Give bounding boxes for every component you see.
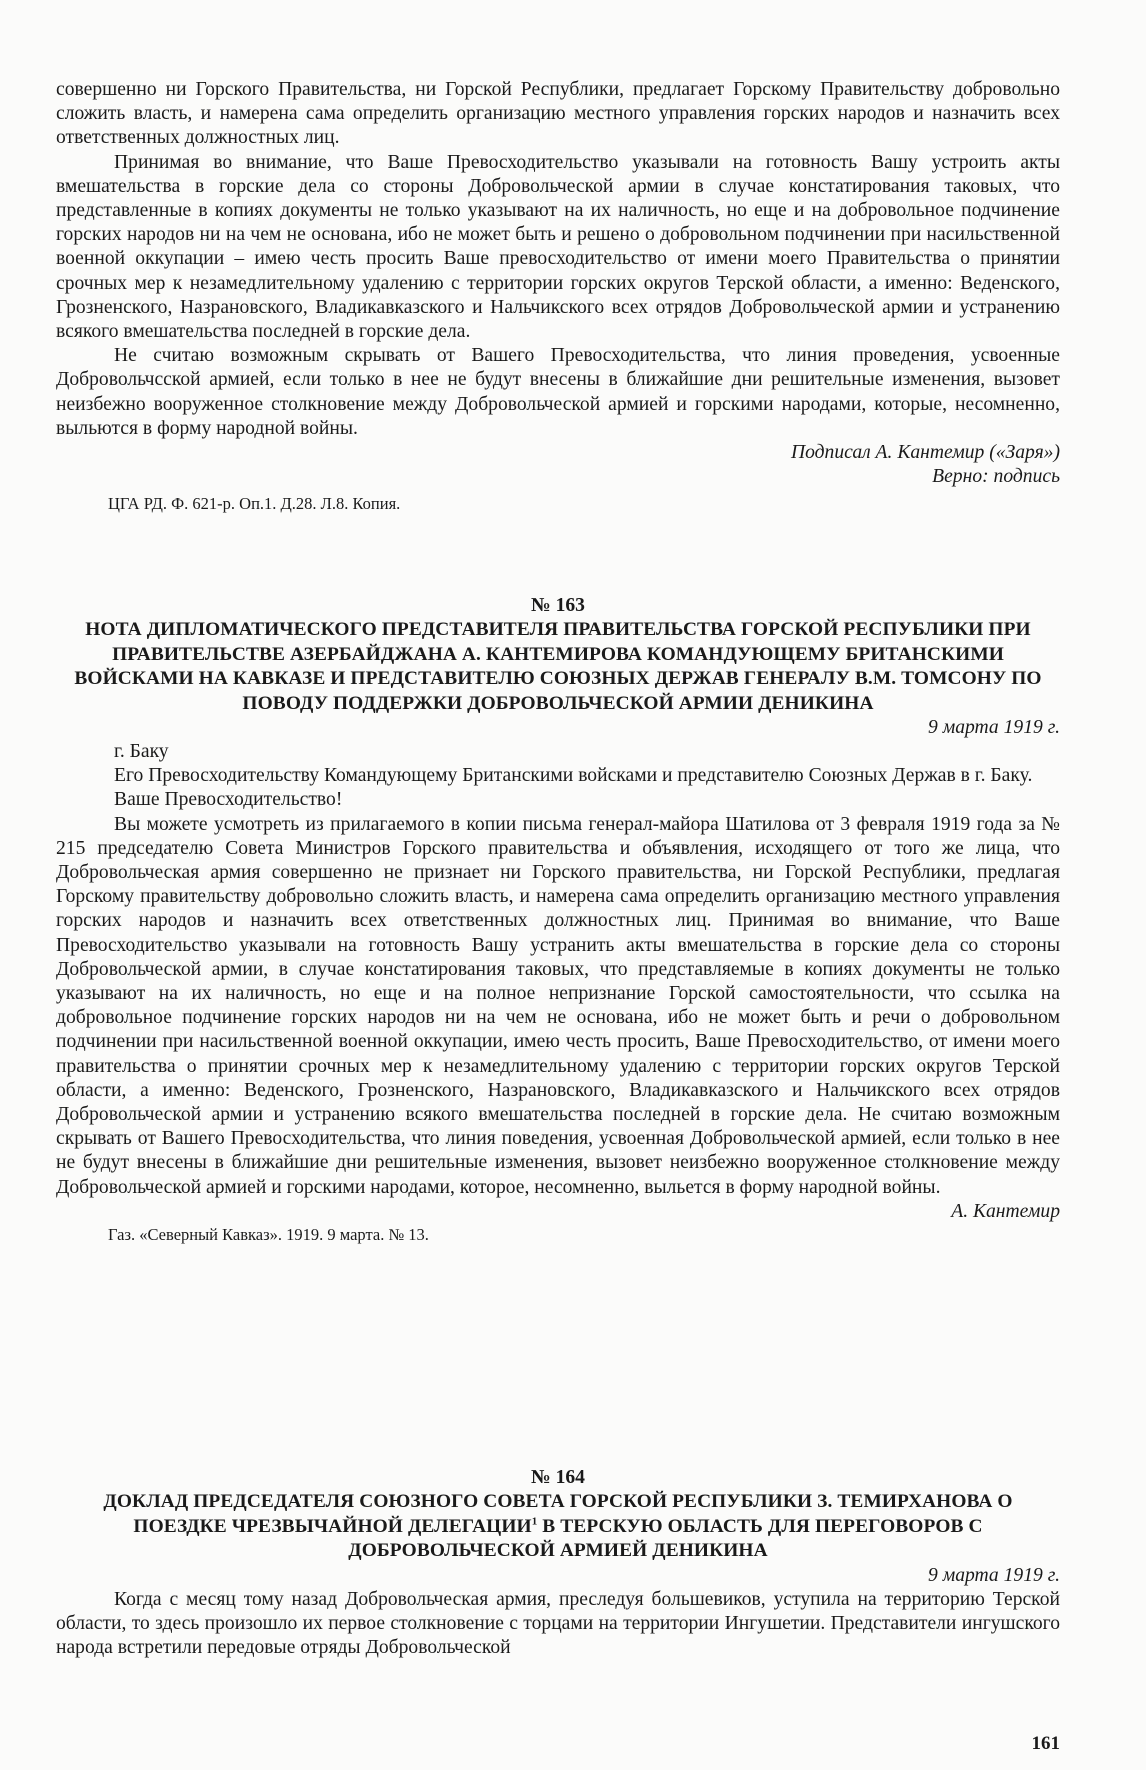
document-title: НОТА ДИПЛОМАТИЧЕСКОГО ПРЕДСТАВИТЕЛЯ ПРАВИТЕЛЬСТВА ГОРСКОЙ РЕСПУБЛИКИ ПРИ ПРАВИТЕЛЬСТВЕ АЗЕРБАЙДЖАНА А. КАНТЕМИРОВА КОМАНДУЮЩЕМУ БРИТАНСКИМИ ВОЙСКАМИ НА КАВКАЗЕ И ПРЕДСТАВИТЕЛЮ СОЮЗНЫХ ДЕРЖАВ ГЕНЕРАЛУ В.М. ТОМСОНУ ПО ПОВОДУ ПОДДЕРЖКИ ДОБРОВОЛЬЧЕСКОЙ АРМИИ ДЕНИКИНА [74, 619, 1042, 714]
document-addressee: Его Превосходительству Командующему Британскими войсками и представителю Союзных Держав в г. Баку. [114, 765, 1033, 787]
continuation-paragraph-1: совершенно ни Горского Правительства, ни Горской Республики, предлагает Горскому Правительству добровольно сложить власть, и намерена сама определить организацию местного управления горских народов и назначить всех ответственных должностных лиц. [56, 79, 1060, 149]
signed-line: Подписал А. Кантемир («Заря») [790, 442, 1060, 464]
document-date: 9 марта 1919 г. [928, 717, 1060, 738]
document-body: Вы можете усмотреть из прилагаемого в копии письма генерал-майора Шатилова от 3 февраля 1919 года за № 215 председателю Совета Министров Горского правительства и объявления, исходящего от того же лица, что Добровольческая армия совершенно не признает ни Горского правительства, ни Горской Республики, предлагая Горскому правительству добровольно сложить власть, и намерена сама определить организацию местного управления горских народов и назначить всех ответственных должностных лиц. Принимая во внимание, что Ваше Превосходительство указывали на готовность Вашу устранить акты вмешательства в горские дела со стороны Добровольческой армии, в случае констатирования таковых, что представляемые в копиях документы не только указывают на их наличность, но еще и на полное непризнание Горской самостоятельности, что ссылка на добровольное подчинение горских народов ни на чем не основана, ибо не может быть и речи о добровольном подчинении при насильственной военной оккупации, имею честь просить, Ваше Превосходительство, от имени моего правительства о принятии срочных мер к незамедлительному удалению с территории горских округов Терской области, а именно: Веденского, Грозненского, Назрановского, Владикавказского и Нальчикского всех отрядов Добровольческой армии и устранению всякого вмешательства последней в горские дела. Не считаю возможным скрывать от Вашего Превосходительства, что линия поведения, усвоенная Добровольческой армией, если только в нее не будут внесены в ближайшие дни решительные изменения, вызовет неизбежно вооруженное столкновение между Добровольческой армией и горскими народами, которое, несомненно, выльется в форму народной войны. [56, 813, 1060, 1198]
newspaper-source: Газ. «Северный Кавказ». 1919. 9 марта. № 13. [108, 1225, 429, 1245]
continuation-paragraph-3: Не считаю возможным скрывать от Вашего Превосходительства, что линия проведения, усвоенные Добровольчсской армией, если только в нее не будут внесены в ближайшие дни решительные изменения, вызовет неизбежно вооруженное столкновение между Добровольческой армией и горскими народами, которые, несомненно, выльются в форму народной войны. [56, 345, 1060, 439]
page-number: 161 [1031, 1733, 1060, 1754]
document-signature: А. Кантемир [951, 1200, 1060, 1222]
document-number: № 163 [531, 595, 585, 616]
document-date: 9 марта 1919 г. [928, 1564, 1060, 1586]
title-after-footnote: В ТЕРСКУЮ ОБЛАСТЬ ДЛЯ ПЕРЕГОВОРОВ С ДОБРОВОЛЬЧЕСКОЙ АРМИЕЙ ДЕНИКИНА [348, 1515, 983, 1561]
document-163 [56, 594, 1060, 1246]
verified-line: Верно: подпись [932, 466, 1060, 488]
title-before-footnote: ДОКЛАД ПРЕДСЕДАТЕЛЯ СОЮЗНОГО СОВЕТА ГОРСКОЙ РЕСПУБЛИКИ З. ТЕМИРХАНОВА О ПОЕЗДКЕ ЧРЕЗВЫЧАЙНОЙ ДЕЛЕГАЦИИ [103, 1491, 1013, 1537]
document-salutation: Ваше Превосходительство! [114, 789, 343, 811]
continuation-paragraph-2: Принимая во внимание, что Ваше Превосходительство указывали на готовность Вашу устроить акты вмешательства в горские дела со стороны Добровольческой армии в случае констатирования таковых, что представленные в копиях документы не только указывают на их наличность, но еще и на добровольное подчинение горских народов ни на чем не основана, ибо не может быть и решено о добровольном подчинении при насильственной военной оккупации – имею честь просить Ваше превосходительство от имени моего Правительства о принятии срочных мер к незамедлительному удалению с территории горских округов Терской области, а именно: Веденского, Грозненского, Назрановского, Владикавказского и Нальчикского всех отрядов Добровольческой армии и устранению всякого вмешательства последней в горские дела. [56, 151, 1060, 343]
footnote-mark: 1 [531, 1515, 538, 1528]
document-place: г. Баку [114, 741, 169, 762]
continuation-section [56, 78, 1060, 515]
archive-source: ЦГА РД. Ф. 621-р. Оп.1. Д.28. Л.8. Копия. [108, 494, 401, 514]
document-title [56, 1490, 1060, 1564]
document-number: № 164 [531, 1467, 585, 1488]
document-body: Когда с месяц тому назад Добровольческая армия, преследуя большевиков, уступила на территорию Терской области, то здесь произошло их первое столкновение с торцами на территории Ингушетии. Представители ингушского народа встретили передовые отряды Добровольческой [56, 1588, 1060, 1658]
document-164 [56, 1466, 1060, 1660]
